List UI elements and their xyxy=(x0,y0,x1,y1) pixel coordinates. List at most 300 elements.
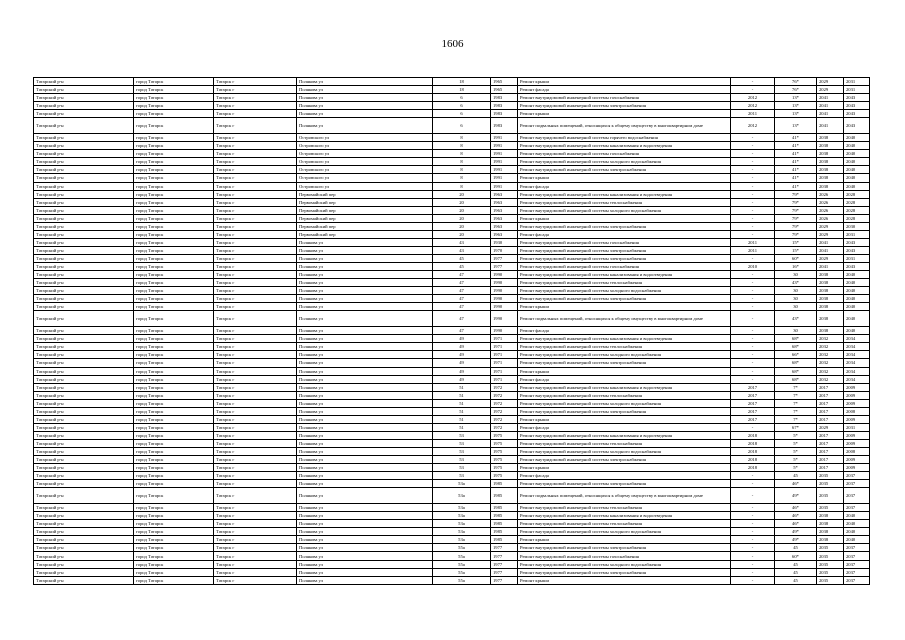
house-number-cell: 45 xyxy=(433,254,491,262)
year-built-cell: 1975 xyxy=(491,464,518,472)
year-built-cell: 1985 xyxy=(491,480,518,488)
district-cell: Татарский р-н xyxy=(34,246,134,254)
municipality-cell: город Татарск xyxy=(134,222,214,230)
district-cell: Татарский р-н xyxy=(34,464,134,472)
last-repair-year-cell: - xyxy=(731,576,775,584)
locality-cell: Татарск г xyxy=(214,246,297,254)
plan-end-year-cell: 2034 xyxy=(844,375,870,383)
year-built-cell: 1977 xyxy=(491,568,518,576)
year-built-cell: 1991 xyxy=(491,166,518,174)
locality-cell: Татарск г xyxy=(214,367,297,375)
plan-end-year-cell: 2040 xyxy=(844,182,870,190)
work-type-cell: Ремонт внутридомовой инженерной системы канализования и водоотведения xyxy=(518,335,731,343)
plan-end-year-cell: 2009 xyxy=(844,456,870,464)
work-type-cell: Ремонт внутридомовой инженерной системы электроснабжения xyxy=(518,222,731,230)
wear-percent-cell: 46* xyxy=(775,512,817,520)
street-cell: Полякова ул xyxy=(297,327,433,335)
last-repair-year-cell: - xyxy=(731,367,775,375)
house-number-cell: 49 xyxy=(433,359,491,367)
work-type-cell: Ремонт внутридомовой инженерной системы канализования и водоотведения xyxy=(518,271,731,279)
table-row xyxy=(34,520,870,528)
locality-cell: Татарск г xyxy=(214,238,297,246)
locality-cell: Татарск г xyxy=(214,102,297,110)
table-row xyxy=(34,560,870,568)
year-built-cell: 1965 xyxy=(491,86,518,94)
wear-percent-cell: 41* xyxy=(775,150,817,158)
plan-start-year-cell: 2035 xyxy=(817,504,844,512)
house-number-cell: 53а xyxy=(433,488,491,504)
district-cell: Татарский р-н xyxy=(34,359,134,367)
plan-start-year-cell: 2038 xyxy=(817,512,844,520)
district-cell: Татарский р-н xyxy=(34,544,134,552)
table-row xyxy=(34,391,870,399)
last-repair-year-cell: 2011 xyxy=(731,110,775,118)
wear-percent-cell: 30 xyxy=(775,327,817,335)
work-type-cell: Ремонт внутридомовой инженерной системы электроснабжения xyxy=(518,246,731,254)
plan-start-year-cell: 2029 xyxy=(817,230,844,238)
last-repair-year-cell: - xyxy=(731,375,775,383)
municipality-cell: город Татарск xyxy=(134,351,214,359)
last-repair-year-cell: - xyxy=(731,544,775,552)
plan-start-year-cell: 2017 xyxy=(817,391,844,399)
house-number-cell: 53 xyxy=(433,431,491,439)
last-repair-year-cell: 2012 xyxy=(731,94,775,102)
street-cell: Полякова ул xyxy=(297,423,433,431)
plan-start-year-cell: 2017 xyxy=(817,464,844,472)
municipality-cell: город Татарск xyxy=(134,399,214,407)
street-cell: Полякова ул xyxy=(297,504,433,512)
plan-end-year-cell: 2008 xyxy=(844,407,870,415)
municipality-cell: город Татарск xyxy=(134,182,214,190)
district-cell: Татарский р-н xyxy=(34,407,134,415)
district-cell: Татарский р-н xyxy=(34,568,134,576)
plan-end-year-cell: 2037 xyxy=(844,560,870,568)
plan-start-year-cell: 2017 xyxy=(817,439,844,447)
year-built-cell: 1991 xyxy=(491,150,518,158)
district-cell: Татарский р-н xyxy=(34,206,134,214)
house-number-cell: 53 xyxy=(433,439,491,447)
work-type-cell: Ремонт внутридомовой инженерной системы канализования и водоотведения xyxy=(518,190,731,198)
street-cell: Островского ул xyxy=(297,150,433,158)
last-repair-year-cell: 2012 xyxy=(731,118,775,134)
wear-percent-cell: 30 xyxy=(775,295,817,303)
street-cell: Первомайский пер xyxy=(297,222,433,230)
plan-end-year-cell: 2009 xyxy=(844,399,870,407)
year-built-cell: 1991 xyxy=(491,174,518,182)
table-row xyxy=(34,190,870,198)
plan-start-year-cell: 2017 xyxy=(817,447,844,455)
municipality-cell: город Татарск xyxy=(134,472,214,480)
municipality-cell: город Татарск xyxy=(134,110,214,118)
last-repair-year-cell: - xyxy=(731,86,775,94)
page-number: 1606 xyxy=(441,38,464,50)
district-cell: Татарский р-н xyxy=(34,238,134,246)
district-cell: Татарский р-н xyxy=(34,94,134,102)
plan-end-year-cell: 2040 xyxy=(844,303,870,311)
house-number-cell: 49 xyxy=(433,343,491,351)
work-type-cell: Ремонт внутридомовой инженерной системы электроснабжения xyxy=(518,166,731,174)
table-row xyxy=(34,447,870,455)
plan-start-year-cell: 2017 xyxy=(817,456,844,464)
municipality-cell: город Татарск xyxy=(134,327,214,335)
last-repair-year-cell: - xyxy=(731,166,775,174)
year-built-cell: 1990 xyxy=(491,303,518,311)
wear-percent-cell: 15* xyxy=(775,238,817,246)
last-repair-year-cell: - xyxy=(731,552,775,560)
work-type-cell: Ремонт внутридомовой инженерной системы электроснабжения xyxy=(518,568,731,576)
municipality-cell: город Татарск xyxy=(134,206,214,214)
house-number-cell: 55а xyxy=(433,568,491,576)
district-cell: Татарский р-н xyxy=(34,311,134,327)
municipality-cell: город Татарск xyxy=(134,552,214,560)
work-type-cell: Ремонт внутридомовой инженерной системы холодного водоснабжения xyxy=(518,287,731,295)
table-row xyxy=(34,335,870,343)
plan-start-year-cell: 2041 xyxy=(817,110,844,118)
municipality-cell: город Татарск xyxy=(134,488,214,504)
plan-end-year-cell: 2009 xyxy=(844,439,870,447)
plan-start-year-cell: 2032 xyxy=(817,335,844,343)
plan-start-year-cell: 2017 xyxy=(817,407,844,415)
locality-cell: Татарск г xyxy=(214,399,297,407)
year-built-cell: 1971 xyxy=(491,343,518,351)
locality-cell: Татарск г xyxy=(214,94,297,102)
locality-cell: Татарск г xyxy=(214,415,297,423)
year-built-cell: 1991 xyxy=(491,182,518,190)
plan-end-year-cell: 2037 xyxy=(844,488,870,504)
table-row xyxy=(34,230,870,238)
house-number-cell: 47 xyxy=(433,271,491,279)
table-row xyxy=(34,303,870,311)
year-built-cell: 1975 xyxy=(491,439,518,447)
work-type-cell: Ремонт внутридомовой инженерной системы электроснабжения xyxy=(518,407,731,415)
locality-cell: Татарск г xyxy=(214,182,297,190)
municipality-cell: город Татарск xyxy=(134,383,214,391)
district-cell: Татарский р-н xyxy=(34,279,134,287)
locality-cell: Татарск г xyxy=(214,552,297,560)
wear-percent-cell: 41* xyxy=(775,158,817,166)
locality-cell: Татарск г xyxy=(214,536,297,544)
table-body xyxy=(34,78,870,585)
wear-percent-cell: 5* xyxy=(775,456,817,464)
work-type-cell: Ремонт подвальных помещений, относящихся к общему имуществу в многоквартирном доме xyxy=(518,118,731,134)
house-number-cell: 53а xyxy=(433,520,491,528)
municipality-cell: город Татарск xyxy=(134,464,214,472)
year-built-cell: 1971 xyxy=(491,367,518,375)
house-number-cell: 53а xyxy=(433,528,491,536)
municipality-cell: город Татарск xyxy=(134,174,214,182)
year-built-cell: 1972 xyxy=(491,415,518,423)
locality-cell: Татарск г xyxy=(214,375,297,383)
plan-end-year-cell: 2037 xyxy=(844,568,870,576)
wear-percent-cell: 45 xyxy=(775,472,817,480)
street-cell: Полякова ул xyxy=(297,110,433,118)
last-repair-year-cell: - xyxy=(731,472,775,480)
street-cell: Полякова ул xyxy=(297,464,433,472)
wear-percent-cell: 45 xyxy=(775,544,817,552)
table-row xyxy=(34,327,870,335)
plan-end-year-cell: 2009 xyxy=(844,431,870,439)
municipality-cell: город Татарск xyxy=(134,512,214,520)
wear-percent-cell: 41* xyxy=(775,182,817,190)
year-built-cell: 1971 xyxy=(491,375,518,383)
work-type-cell: Ремонт внутридомовой инженерной системы электроснабжения xyxy=(518,480,731,488)
locality-cell: Татарск г xyxy=(214,520,297,528)
wear-percent-cell: 45 xyxy=(775,576,817,584)
locality-cell: Татарск г xyxy=(214,86,297,94)
work-type-cell: Ремонт внутридомовой инженерной системы электроснабжения xyxy=(518,102,731,110)
plan-end-year-cell: 2031 xyxy=(844,78,870,86)
plan-start-year-cell: 2041 xyxy=(817,118,844,134)
plan-end-year-cell: 2040 xyxy=(844,150,870,158)
last-repair-year-cell: 2017 xyxy=(731,383,775,391)
locality-cell: Татарск г xyxy=(214,158,297,166)
table-row xyxy=(34,407,870,415)
municipality-cell: город Татарск xyxy=(134,287,214,295)
municipality-cell: город Татарск xyxy=(134,407,214,415)
work-type-cell: Ремонт фасада xyxy=(518,375,731,383)
work-type-cell: Ремонт внутридомовой инженерной системы газоснабжения xyxy=(518,150,731,158)
street-cell: Полякова ул xyxy=(297,447,433,455)
municipality-cell: город Татарск xyxy=(134,568,214,576)
work-type-cell: Ремонт крыши xyxy=(518,536,731,544)
table-row xyxy=(34,150,870,158)
district-cell: Татарский р-н xyxy=(34,295,134,303)
locality-cell: Татарск г xyxy=(214,271,297,279)
house-number-cell: 8 xyxy=(433,158,491,166)
municipality-cell: город Татарск xyxy=(134,158,214,166)
plan-end-year-cell: 2009 xyxy=(844,383,870,391)
house-number-cell: 6 xyxy=(433,94,491,102)
work-type-cell: Ремонт внутридомовой инженерной системы теплоснабжения xyxy=(518,520,731,528)
street-cell: Полякова ул xyxy=(297,335,433,343)
wear-percent-cell: 41* xyxy=(775,174,817,182)
year-built-cell: 1977 xyxy=(491,544,518,552)
plan-end-year-cell: 2040 xyxy=(844,520,870,528)
plan-end-year-cell: 2030 xyxy=(844,222,870,230)
district-cell: Татарский р-н xyxy=(34,391,134,399)
locality-cell: Татарск г xyxy=(214,262,297,270)
work-type-cell: Ремонт внутридомовой инженерной системы газоснабжения xyxy=(518,262,731,270)
plan-start-year-cell: 2032 xyxy=(817,359,844,367)
plan-end-year-cell: 2034 xyxy=(844,335,870,343)
plan-start-year-cell: 2041 xyxy=(817,102,844,110)
house-number-cell: 47 xyxy=(433,295,491,303)
plan-start-year-cell: 2035 xyxy=(817,488,844,504)
last-repair-year-cell: - xyxy=(731,528,775,536)
district-cell: Татарский р-н xyxy=(34,488,134,504)
municipality-cell: город Татарск xyxy=(134,86,214,94)
district-cell: Татарский р-н xyxy=(34,78,134,86)
house-number-cell: 51 xyxy=(433,415,491,423)
wear-percent-cell: 67* xyxy=(775,423,817,431)
work-type-cell: Ремонт внутридомовой инженерной системы холодного водоснабжения xyxy=(518,447,731,455)
locality-cell: Татарск г xyxy=(214,359,297,367)
wear-percent-cell: 46* xyxy=(775,480,817,488)
plan-end-year-cell: 2040 xyxy=(844,142,870,150)
work-type-cell: Ремонт крыши xyxy=(518,174,731,182)
plan-end-year-cell: 2040 xyxy=(844,158,870,166)
year-built-cell: 1965 xyxy=(491,78,518,86)
street-cell: Полякова ул xyxy=(297,303,433,311)
plan-end-year-cell: 2034 xyxy=(844,351,870,359)
plan-end-year-cell: 2040 xyxy=(844,174,870,182)
year-built-cell: 1991 xyxy=(491,134,518,142)
locality-cell: Татарск г xyxy=(214,351,297,359)
wear-percent-cell: 45 xyxy=(775,560,817,568)
work-type-cell: Ремонт внутридомовой инженерной системы электроснабжения xyxy=(518,295,731,303)
street-cell: Первомайский пер xyxy=(297,206,433,214)
plan-end-year-cell: 2040 xyxy=(844,311,870,327)
plan-end-year-cell: 2040 xyxy=(844,327,870,335)
plan-end-year-cell: 2040 xyxy=(844,295,870,303)
work-type-cell: Ремонт фасада xyxy=(518,472,731,480)
district-cell: Татарский р-н xyxy=(34,576,134,584)
plan-start-year-cell: 2026 xyxy=(817,214,844,222)
house-number-cell: 53 xyxy=(433,464,491,472)
plan-end-year-cell: 2040 xyxy=(844,287,870,295)
street-cell: Полякова ул xyxy=(297,254,433,262)
municipality-cell: город Татарск xyxy=(134,431,214,439)
work-type-cell: Ремонт крыши xyxy=(518,214,731,222)
house-number-cell: 6 xyxy=(433,118,491,134)
street-cell: Полякова ул xyxy=(297,238,433,246)
last-repair-year-cell: 2018 xyxy=(731,447,775,455)
table-row xyxy=(34,198,870,206)
district-cell: Татарский р-н xyxy=(34,528,134,536)
plan-end-year-cell: 2034 xyxy=(844,359,870,367)
house-number-cell: 55а xyxy=(433,560,491,568)
municipality-cell: город Татарск xyxy=(134,359,214,367)
year-built-cell: 1983 xyxy=(491,102,518,110)
house-number-cell: 18 xyxy=(433,86,491,94)
street-cell: Полякова ул xyxy=(297,271,433,279)
street-cell: Полякова ул xyxy=(297,568,433,576)
last-repair-year-cell: 2018 xyxy=(731,464,775,472)
district-cell: Татарский р-н xyxy=(34,303,134,311)
plan-end-year-cell: 2031 xyxy=(844,254,870,262)
wear-percent-cell: 5* xyxy=(775,439,817,447)
locality-cell: Татарск г xyxy=(214,512,297,520)
street-cell: Полякова ул xyxy=(297,295,433,303)
district-cell: Татарский р-н xyxy=(34,271,134,279)
municipality-cell: город Татарск xyxy=(134,295,214,303)
district-cell: Татарский р-н xyxy=(34,214,134,222)
street-cell: Островского ул xyxy=(297,166,433,174)
locality-cell: Татарск г xyxy=(214,110,297,118)
table-row xyxy=(34,431,870,439)
wear-percent-cell: 30 xyxy=(775,287,817,295)
wear-percent-cell: 68* xyxy=(775,367,817,375)
house-number-cell: 53а xyxy=(433,512,491,520)
locality-cell: Татарск г xyxy=(214,311,297,327)
plan-end-year-cell: 2031 xyxy=(844,86,870,94)
locality-cell: Татарск г xyxy=(214,190,297,198)
district-cell: Татарский р-н xyxy=(34,536,134,544)
house-number-cell: 43 xyxy=(433,238,491,246)
district-cell: Татарский р-н xyxy=(34,86,134,94)
locality-cell: Татарск г xyxy=(214,431,297,439)
house-number-cell: 47 xyxy=(433,327,491,335)
wear-percent-cell: 46* xyxy=(775,504,817,512)
house-number-cell: 47 xyxy=(433,311,491,327)
plan-start-year-cell: 2041 xyxy=(817,94,844,102)
last-repair-year-cell: 2011 xyxy=(731,238,775,246)
year-built-cell: 1930 xyxy=(491,238,518,246)
wear-percent-cell: 79* xyxy=(775,198,817,206)
work-type-cell: Ремонт внутридомовой инженерной системы горячего водоснабжения xyxy=(518,134,731,142)
house-number-cell: 8 xyxy=(433,134,491,142)
year-built-cell: 1990 xyxy=(491,295,518,303)
locality-cell: Татарск г xyxy=(214,343,297,351)
plan-end-year-cell: 2043 xyxy=(844,262,870,270)
plan-end-year-cell: 2040 xyxy=(844,134,870,142)
last-repair-year-cell: 2017 xyxy=(731,391,775,399)
wear-percent-cell: 68* xyxy=(775,375,817,383)
house-number-cell: 51 xyxy=(433,383,491,391)
municipality-cell: город Татарск xyxy=(134,271,214,279)
table-row xyxy=(34,118,870,134)
table-row xyxy=(34,480,870,488)
district-cell: Татарский р-н xyxy=(34,254,134,262)
table-row xyxy=(34,375,870,383)
table-row xyxy=(34,214,870,222)
last-repair-year-cell: 2017 xyxy=(731,415,775,423)
plan-end-year-cell: 2009 xyxy=(844,464,870,472)
last-repair-year-cell: - xyxy=(731,182,775,190)
year-built-cell: 1971 xyxy=(491,351,518,359)
table-row xyxy=(34,439,870,447)
street-cell: Полякова ул xyxy=(297,536,433,544)
district-cell: Татарский р-н xyxy=(34,512,134,520)
table-row xyxy=(34,472,870,480)
house-number-cell: 53а xyxy=(433,504,491,512)
work-type-cell: Ремонт фасада xyxy=(518,327,731,335)
street-cell: Полякова ул xyxy=(297,439,433,447)
plan-start-year-cell: 2026 xyxy=(817,206,844,214)
municipality-cell: город Татарск xyxy=(134,520,214,528)
house-number-cell: 47 xyxy=(433,303,491,311)
plan-start-year-cell: 2038 xyxy=(817,279,844,287)
year-built-cell: 1971 xyxy=(491,359,518,367)
house-number-cell: 55а xyxy=(433,576,491,584)
locality-cell: Татарск г xyxy=(214,576,297,584)
wear-percent-cell: 13* xyxy=(775,94,817,102)
locality-cell: Татарск г xyxy=(214,456,297,464)
district-cell: Татарский р-н xyxy=(34,335,134,343)
table-row xyxy=(34,287,870,295)
locality-cell: Татарск г xyxy=(214,150,297,158)
locality-cell: Татарск г xyxy=(214,279,297,287)
table-row xyxy=(34,246,870,254)
wear-percent-cell: 5* xyxy=(775,464,817,472)
wear-percent-cell: 41* xyxy=(775,142,817,150)
last-repair-year-cell: - xyxy=(731,142,775,150)
house-number-cell: 55а xyxy=(433,552,491,560)
plan-end-year-cell: 2028 xyxy=(844,206,870,214)
year-built-cell: 1970 xyxy=(491,246,518,254)
municipality-cell: город Татарск xyxy=(134,166,214,174)
street-cell: Полякова ул xyxy=(297,287,433,295)
table-row xyxy=(34,158,870,166)
plan-end-year-cell: 2040 xyxy=(844,279,870,287)
locality-cell: Татарск г xyxy=(214,222,297,230)
house-number-cell: 53 xyxy=(433,447,491,455)
wear-percent-cell: 79* xyxy=(775,190,817,198)
house-number-cell: 20 xyxy=(433,190,491,198)
district-cell: Татарский р-н xyxy=(34,375,134,383)
plan-end-year-cell: 2028 xyxy=(844,190,870,198)
year-built-cell: 1977 xyxy=(491,262,518,270)
